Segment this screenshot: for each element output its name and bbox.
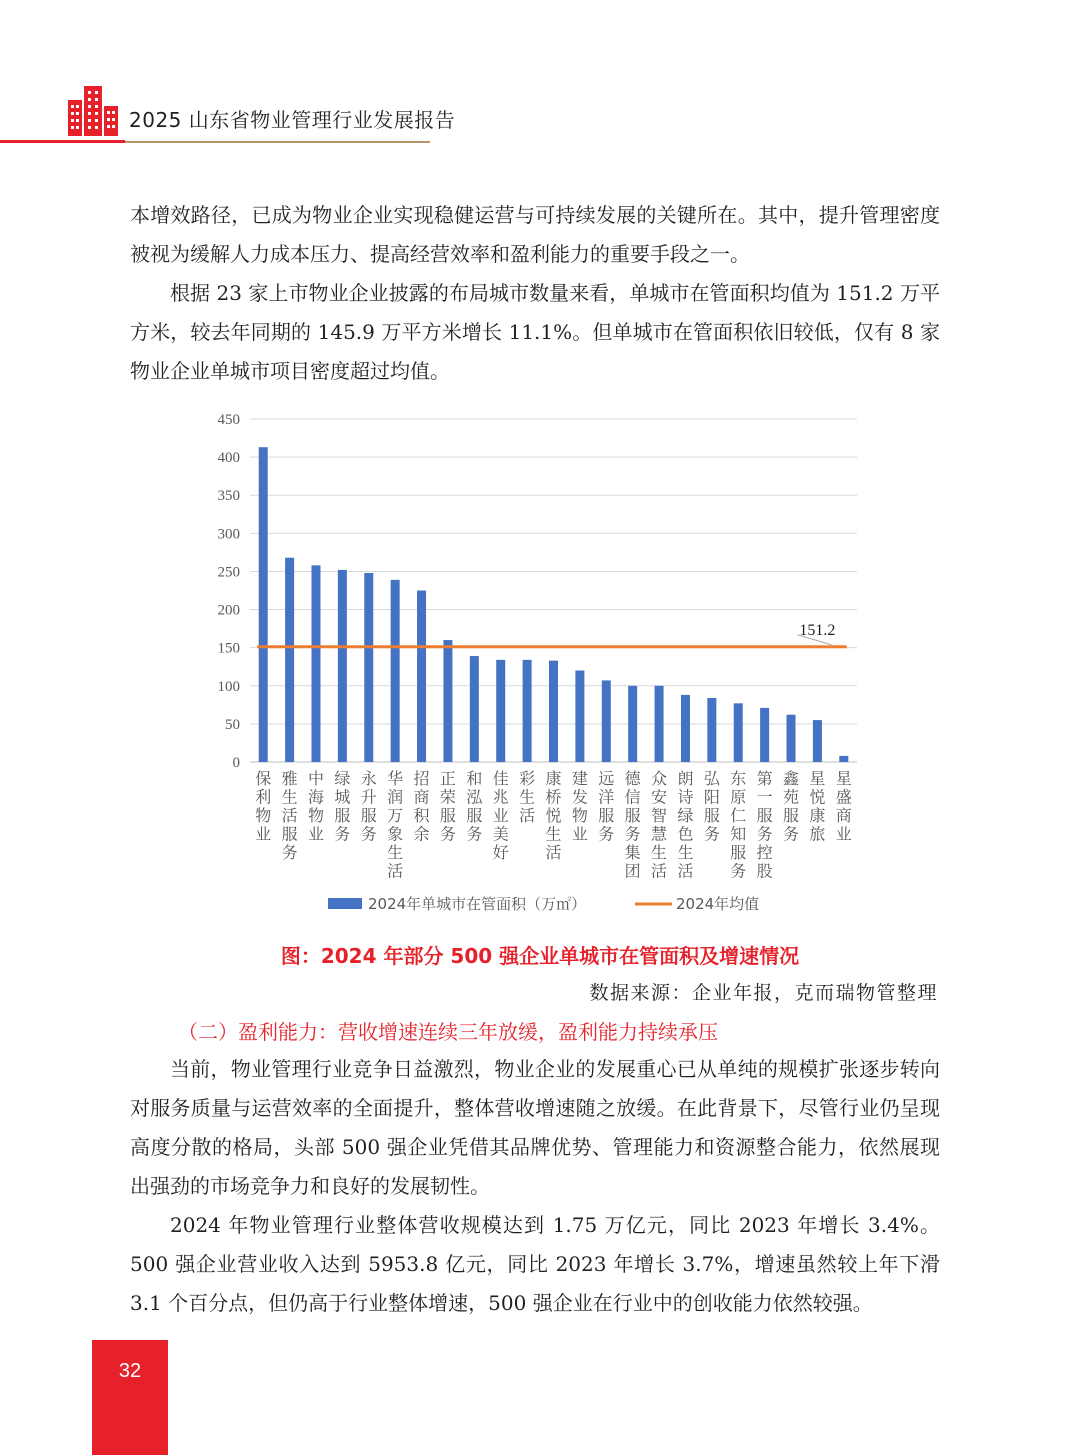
bar — [496, 660, 505, 762]
bar — [259, 447, 268, 762]
x-category-label: 保利物业 — [255, 769, 272, 844]
y-tick-label: 200 — [217, 602, 240, 619]
x-category-label: 招商积余 — [413, 769, 430, 844]
y-tick-label: 0 — [232, 755, 240, 771]
x-category-label: 和泓服务 — [466, 769, 483, 844]
header-gold-rule — [125, 141, 430, 143]
paragraph-city-area: 根据 23 家上市物业企业披露的布局城市数量来看，单城市在管面积均值为 151.2 万平方米，较去年同期的 145.9 万平方米增长 11.1%。但单城市在管面积依旧较低，仅有 8 家物业企业单城市项目密度超过均值。 — [130, 281, 940, 383]
page-number: 32 — [118, 1360, 142, 1382]
y-tick-label: 300 — [217, 526, 240, 543]
bar — [734, 703, 743, 762]
bar — [470, 656, 479, 762]
y-tick-label: 400 — [217, 450, 240, 467]
average-value-label: 151.2 — [799, 621, 836, 639]
section-heading: （二）盈利能力：营收增速连续三年放缓，盈利能力持续承压 — [178, 1020, 718, 1044]
bar — [628, 686, 637, 762]
bar — [549, 661, 558, 762]
x-axis-categories — [255, 769, 852, 881]
x-category-label: 佳兆业美好 — [492, 769, 509, 862]
header-red-rule — [0, 140, 125, 143]
x-category-label: 弘阳服务 — [703, 769, 720, 844]
bar — [813, 720, 822, 762]
legend-bar-label: 2024年单城市在管面积（万㎡） — [368, 895, 587, 913]
chart-legend — [328, 895, 759, 913]
bar — [681, 695, 690, 762]
x-category-label: 星悦康旅 — [809, 769, 826, 844]
legend-bar-swatch — [328, 898, 362, 909]
x-category-label: 永升服务 — [360, 769, 377, 844]
bar — [839, 756, 848, 762]
bar-chart — [200, 405, 880, 930]
y-tick-label: 50 — [225, 716, 240, 733]
figure-caption: 图：2024 年部分 500 强企业单城市在管面积及增速情况 — [280, 944, 800, 968]
x-category-label: 正荣服务 — [439, 769, 456, 844]
x-category-label: 雅生活服务 — [281, 769, 298, 862]
x-category-label: 鑫苑服务 — [783, 769, 800, 844]
y-tick-label: 150 — [217, 640, 240, 657]
x-category-label: 第一服务控股 — [756, 769, 773, 881]
report-title: 2025 山东省物业管理行业发展报告 — [129, 108, 456, 132]
bar — [417, 591, 426, 763]
x-category-label: 东原仁知服务 — [730, 769, 747, 881]
x-category-label: 远洋服务 — [598, 769, 615, 844]
bar — [707, 698, 716, 762]
paragraph-revenue: 2024 年物业管理行业整体营收规模达到 1.75 万亿元，同比 2023 年增长 3.4%。500 强企业营业收入达到 5953.8 亿元，同比 2023 年增长 3.7%，增速虽然较上年下滑 3.1 个百分点，但仍高于行业整体增速，500 强企业在行业中的创收能力依然较强。 — [130, 1213, 940, 1315]
bar — [338, 570, 347, 762]
bar — [602, 680, 611, 762]
y-tick-label: 350 — [217, 488, 240, 505]
bar — [575, 671, 584, 762]
x-category-label: 众安智慧生活 — [651, 769, 668, 881]
paragraph-intro-continued: 本增效路径，已成为物业企业实现稳健运营与可持续发展的关键所在。其中，提升管理密度被视为缓解人力成本压力、提高经营效率和盈利能力的重要手段之一。 — [130, 203, 940, 266]
x-category-label: 朗诗绿色生活 — [677, 769, 694, 881]
legend-line-label: 2024年均值 — [676, 895, 760, 913]
x-category-label: 康桥悦生活 — [545, 769, 562, 862]
bar — [391, 580, 400, 762]
chart-bars — [259, 447, 849, 762]
y-tick-label: 450 — [217, 412, 240, 428]
bar — [285, 558, 294, 762]
bar — [787, 715, 796, 762]
x-category-label: 中海物业 — [307, 769, 324, 844]
bar — [760, 708, 769, 762]
bar — [655, 686, 664, 762]
x-category-label: 建发物业 — [571, 769, 588, 844]
bar — [364, 573, 373, 762]
bar — [311, 565, 320, 762]
x-category-label: 星盛商业 — [835, 769, 852, 844]
bar — [523, 660, 532, 762]
x-category-label: 德信服务集团 — [624, 769, 641, 881]
y-tick-label: 250 — [217, 564, 240, 581]
y-tick-label: 100 — [217, 678, 240, 695]
x-category-label: 彩生活 — [519, 769, 536, 825]
x-category-label: 华润万象生活 — [387, 769, 404, 881]
building-logo-icon — [68, 86, 118, 136]
bar — [443, 640, 452, 762]
page-number-tab — [92, 1340, 168, 1455]
y-axis-ticks — [218, 412, 241, 771]
data-source: 数据来源：企业年报，克而瑞物管整理 — [589, 982, 938, 1004]
paragraph-competition: 当前，物业管理行业竞争日益激烈，物业企业的发展重心已从单纯的规模扩张逐步转向对服务质量与运营效率的全面提升，整体营收增速随之放缓。在此背景下，尽管行业仍呈现高度分散的格局，头部 500 强企业凭借其品牌优势、管理能力和资源整合能力，依然展现出强劲的市场竞争力和良好的发展韧性。 — [130, 1057, 940, 1198]
x-category-label: 绿城服务 — [334, 769, 351, 844]
